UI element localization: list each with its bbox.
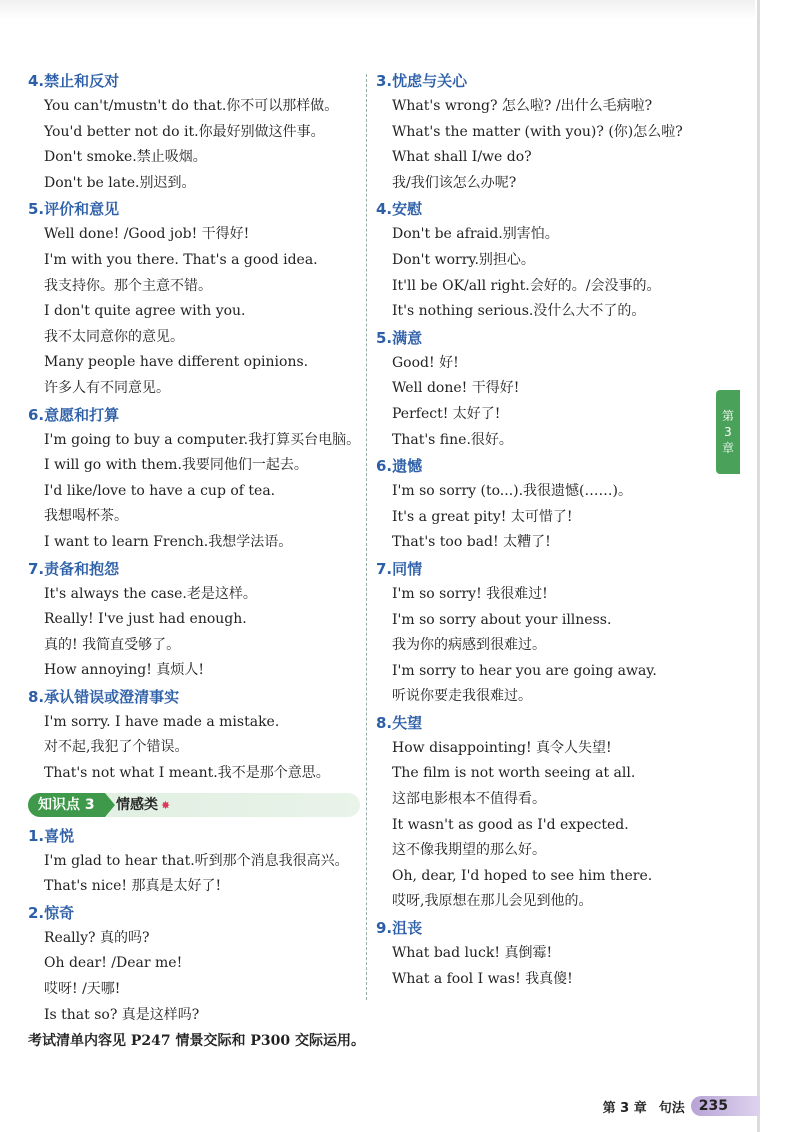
- phrase-line: Is that so? 真是这样吗?: [44, 1006, 200, 1023]
- section-heading: 1.喜悦: [28, 826, 75, 845]
- phrase-line: I'd like/love to have a cup of tea.: [44, 482, 276, 499]
- phrase-line: I will go with them.我要同他们一起去。: [44, 457, 308, 474]
- side-tab-char: 3: [724, 425, 732, 439]
- phrase-line: 这部电影根本不值得看。: [392, 791, 546, 808]
- right-sections: [376, 68, 706, 992]
- phrase-line: 我/我们该怎么办呢?: [392, 174, 517, 191]
- exam-footnote: 考试清单内容见 P247 情景交际和 P300 交际运用。: [28, 1033, 365, 1049]
- phrase-line: That's fine.很好。: [392, 431, 513, 448]
- section-heading: 4.禁止和反对: [28, 72, 120, 90]
- phrase-line: That's nice! 那真是太好了!: [44, 878, 222, 895]
- phrase-line: Perfect! 太好了!: [392, 405, 501, 422]
- knowledge-point-title: [116, 793, 170, 817]
- phrase-line: What's wrong? 怎么啦? /出什么毛病啦?: [392, 98, 653, 114]
- page-binding-edge: [757, 0, 760, 1132]
- phrase-line: 哎呀,我原想在那儿会见到他的。: [392, 893, 593, 910]
- phrase-line: 我支持你。那个主意不错。: [44, 277, 212, 294]
- phrase-line: How disappointing! 真令人失望!: [392, 739, 612, 756]
- phrase-line: I want to learn French.我想学法语。: [44, 533, 293, 550]
- page-number: 235: [691, 1096, 760, 1116]
- phrase-line: I'm going to buy a computer.我打算买台电脑。: [44, 431, 361, 448]
- footer-section: 句法: [658, 1100, 685, 1116]
- phrase-line: What bad luck! 真倒霉!: [392, 945, 553, 962]
- section-heading: 9.沮丧: [376, 919, 423, 938]
- phrase-line: I don't quite agree with you.: [44, 303, 246, 320]
- section-heading: 7.同情: [376, 559, 423, 578]
- phrase-line: I'm sorry to hear you are going away.: [392, 662, 657, 679]
- phrase-line: 我不太同意你的意见。: [44, 328, 184, 345]
- section-heading: 4.安慰: [376, 200, 423, 219]
- phrase-line: 这不像我期望的那么好。: [392, 842, 546, 859]
- section-heading: 5.满意: [376, 328, 423, 347]
- phrase-line: Oh dear! /Dear me!: [44, 955, 183, 972]
- phrase-line: Well done! 干得好!: [392, 380, 520, 397]
- phrase-line: That's too bad! 太糟了!: [392, 534, 551, 551]
- phrase-line: I'm so sorry about your illness.: [392, 611, 612, 628]
- phrase-line: It's nothing serious.没什么大不了的。: [392, 303, 646, 320]
- footer-chapter: 第 3 章: [602, 1100, 647, 1116]
- side-tab-char: 第: [721, 409, 734, 423]
- knowledge-point-title-text: 情感类: [116, 796, 158, 813]
- phrase-line: Well done! /Good job! 干得好!: [44, 226, 250, 243]
- phrase-line: 许多人有不同意见。: [44, 379, 170, 396]
- phrase-line: I'm so sorry! 我很难过!: [392, 585, 548, 602]
- phrase-line: I'm so sorry (to...).我很遗憾(……)。: [392, 483, 632, 500]
- knowledge-point-tag: 知识点 3: [28, 793, 105, 817]
- phrase-line: It's always the case.老是这样。: [44, 585, 257, 602]
- phrase-line: What a fool I was! 我真傻!: [392, 970, 573, 987]
- left-sections: [28, 68, 360, 787]
- page-edge-shadow: [0, 0, 755, 20]
- left-sections-emotion: [28, 823, 360, 1029]
- phrase-line: What's the matter (with you)? (你)怎么啦?: [392, 123, 683, 140]
- chapter-side-tab: [716, 390, 740, 474]
- phrase-line: Don't be afraid.别害怕。: [392, 226, 559, 243]
- phrase-line: Really? 真的吗?: [44, 929, 150, 946]
- phrase-line: Don't worry.别担心。: [392, 251, 535, 268]
- phrase-line: Oh, dear, I'd hoped to see him there.: [392, 867, 653, 884]
- phrase-line: I'm glad to hear that.听到那个消息我很高兴。: [44, 852, 349, 869]
- phrase-line: What shall I/we do?: [392, 149, 532, 166]
- phrase-line: How annoying! 真烦人!: [44, 662, 204, 679]
- phrase-line: 听说你要走我很难过。: [392, 688, 532, 705]
- phrase-line: It wasn't as good as I'd expected.: [392, 816, 629, 833]
- right-column: [376, 68, 706, 992]
- phrase-line: Good! 好!: [392, 354, 459, 371]
- phrase-line: 我为你的病感到很难过。: [392, 637, 546, 654]
- section-heading: 6.意愿和打算: [28, 405, 120, 424]
- phrase-line: I'm with you there. That's a good idea.: [44, 251, 318, 268]
- star-icon: ✸: [161, 798, 171, 812]
- phrase-line: It's a great pity! 太可惜了!: [392, 508, 573, 525]
- phrase-line: 真的! 我简直受够了。: [44, 636, 181, 653]
- phrase-line: Many people have different opinions.: [44, 354, 309, 371]
- section-heading: 5.评价和意见: [28, 200, 120, 219]
- phrase-line: Really! I've just had enough.: [44, 611, 247, 628]
- phrase-line: It'll be OK/all right.会好的。/会没事的。: [392, 277, 661, 294]
- phrase-line: 对不起,我犯了个错误。: [44, 739, 189, 756]
- phrase-line: 我想喝杯茶。: [44, 508, 128, 525]
- phrase-line: You'd better not do it.你最好别做这件事。: [44, 123, 325, 140]
- column-divider: [366, 74, 367, 1000]
- phrase-line: I'm sorry. I have made a mistake.: [44, 713, 280, 730]
- section-heading: 8.失望: [376, 713, 423, 732]
- section-heading: 3.忧虑与关心: [376, 72, 468, 90]
- phrase-line: 哎呀! /天哪!: [44, 981, 121, 998]
- section-heading: 6.遗憾: [376, 457, 423, 476]
- left-column: [28, 68, 360, 1028]
- phrase-line: Don't be late.别迟到。: [44, 174, 196, 191]
- section-heading: 8.承认错误或澄清事实: [28, 687, 180, 706]
- phrase-line: That's not what I meant.我不是那个意思。: [44, 765, 330, 782]
- phrase-line: Don't smoke.禁止吸烟。: [44, 149, 207, 166]
- side-tab-char: 章: [721, 441, 734, 455]
- knowledge-point-banner: [28, 793, 360, 817]
- page-footer: [603, 1094, 760, 1118]
- section-heading: 2.惊奇: [28, 903, 75, 922]
- phrase-line: The film is not worth seeing at all.: [392, 765, 636, 782]
- section-heading: 7.责备和抱怨: [28, 559, 120, 578]
- phrase-line: You can't/mustn't do that.你不可以那样做。: [44, 98, 339, 114]
